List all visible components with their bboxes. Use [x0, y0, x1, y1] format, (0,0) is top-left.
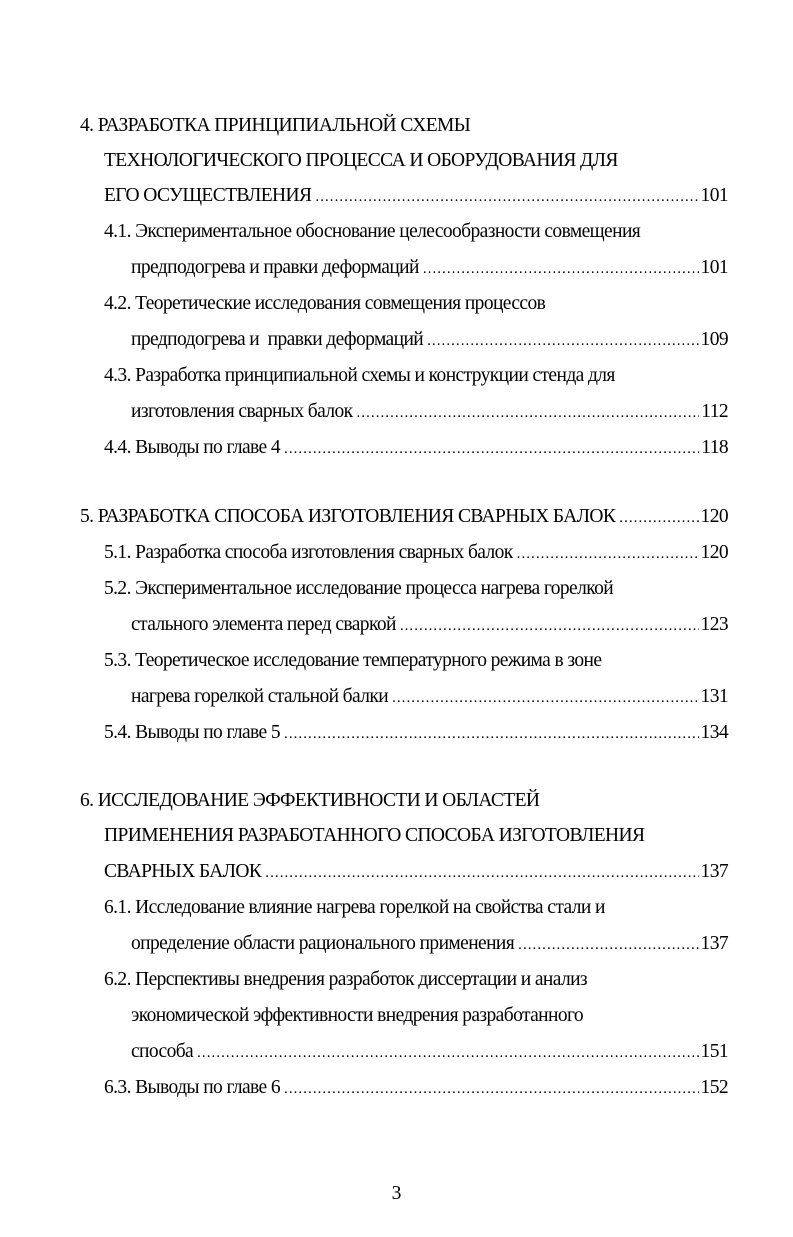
toc-4-2-page: 109	[700, 329, 728, 350]
toc-ch5-page: 120	[700, 506, 728, 527]
dot-leader	[197, 1038, 698, 1068]
toc-6-2-line3: способа	[131, 1041, 194, 1062]
toc-6-1-page: 137	[700, 933, 728, 954]
toc-6-1-entry[interactable]	[131, 929, 728, 959]
dot-leader	[315, 182, 698, 212]
toc-5-1-line1: 5.1. Разработка способа изготовления сварных балок	[104, 542, 513, 563]
toc-ch4-title-line1: 4. РАЗРАБОТКА ПРИНЦИПИАЛЬНОЙ СХЕМЫ	[80, 115, 471, 136]
dot-leader	[284, 434, 699, 464]
toc-4-1-line2: предподогрева и правки деформаций	[131, 257, 419, 278]
toc-ch6-entry[interactable]	[104, 857, 728, 887]
toc-5-4-page: 134	[700, 722, 728, 743]
toc-6-2-page: 151	[700, 1041, 728, 1062]
toc-4-3-entry[interactable]	[131, 397, 728, 427]
toc-6-1-line2: определение области рационального применения	[131, 933, 515, 954]
toc-5-2-line2: стального элемента перед сваркой	[131, 614, 396, 635]
toc-6-3-page: 152	[700, 1077, 728, 1098]
toc-4-4-page: 118	[701, 437, 728, 458]
toc-ch6-title-line1: 6. ИССЛЕДОВАНИЕ ЭФФЕКТИВНОСТИ И ОБЛАСТЕЙ	[80, 790, 540, 811]
toc-4-3-page: 112	[701, 401, 728, 422]
toc-5-1-page: 120	[700, 542, 728, 563]
toc-ch5-title: 5. РАЗРАБОТКА СПОСОБА ИЗГОТОВЛЕНИЯ СВАРНЫХ БАЛОК	[80, 506, 616, 527]
dot-leader	[423, 254, 699, 284]
toc-6-2-line1: 6.2. Перспективы внедрения разработок диссертации и анализ	[104, 969, 588, 990]
toc-5-4-entry[interactable]	[104, 718, 728, 748]
dot-leader	[400, 611, 699, 641]
toc-6-2-entry[interactable]	[131, 1037, 728, 1067]
toc-5-4-line1: 5.4. Выводы по главе 5	[104, 722, 281, 743]
toc-5-2-page: 123	[700, 614, 728, 635]
dot-leader	[284, 719, 699, 749]
dot-leader	[427, 326, 698, 356]
toc-ch4-title-line3: ЕГО ОСУЩЕСТВЛЕНИЯ	[104, 185, 312, 206]
toc-4-3-line1: 4.3. Разработка принципиальной схемы и конструкции стенда для	[104, 365, 615, 386]
dot-leader	[392, 683, 698, 713]
toc-4-1-page: 101	[700, 257, 728, 278]
toc-4-1-line1: 4.1. Экспериментальное обоснование целесообразности совмещения	[104, 221, 641, 242]
toc-4-3-line2: изготовления сварных балок	[131, 401, 353, 422]
toc-6-1-line1: 6.1. Исследование влияние нагрева горелкой на свойства стали и	[104, 897, 605, 918]
toc-4-4-line1: 4.4. Выводы по главе 4	[104, 437, 281, 458]
toc-4-4-entry[interactable]	[104, 433, 728, 463]
toc-4-1-entry[interactable]	[131, 253, 728, 283]
toc-5-2-line1: 5.2. Экспериментальное исследование процесса нагрева горелкой	[104, 578, 614, 599]
dot-leader	[518, 930, 698, 960]
dot-leader	[357, 398, 700, 428]
toc-4-2-line1: 4.2. Теоретические исследования совмещения процессов	[104, 293, 546, 314]
dot-leader	[619, 503, 698, 533]
toc-ch6-page: 137	[700, 861, 728, 882]
toc-6-3-line1: 6.3. Выводы по главе 6	[104, 1077, 281, 1098]
toc-ch6-title-line2: ПРИМЕНЕНИЯ РАЗРАБОТАННОГО СПОСОБА ИЗГОТОВЛЕНИЯ	[104, 825, 645, 846]
dot-leader	[517, 539, 699, 569]
toc-5-1-entry[interactable]	[104, 538, 728, 568]
toc-5-2-entry[interactable]	[131, 610, 728, 640]
dot-leader	[284, 1074, 699, 1104]
dot-leader	[265, 858, 698, 888]
toc-5-3-line1: 5.3. Теоретическое исследование температурного режима в зоне	[104, 650, 602, 671]
toc-ch4-page: 101	[700, 185, 728, 206]
toc-ch4-title-line2: ТЕХНОЛОГИЧЕСКОГО ПРОЦЕССА И ОБОРУДОВАНИЯ ДЛЯ	[104, 150, 618, 171]
toc-4-2-line2: предподогрева и правки деформаций	[131, 329, 424, 350]
toc-ch6-title-line3: СВАРНЫХ БАЛОК	[104, 861, 262, 882]
toc-ch4-entry[interactable]	[104, 181, 728, 211]
toc-5-3-line2: нагрева горелкой стальной балки	[131, 686, 389, 707]
page-number: 3	[391, 1183, 402, 1204]
toc-ch5-entry[interactable]	[80, 502, 728, 532]
toc-6-2-line2: экономической эффективности внедрения разработанного	[131, 1005, 584, 1026]
toc-5-3-page: 131	[700, 686, 728, 707]
toc-4-2-entry[interactable]	[131, 325, 728, 355]
toc-6-3-entry[interactable]	[104, 1073, 728, 1103]
toc-5-3-entry[interactable]	[131, 682, 728, 712]
